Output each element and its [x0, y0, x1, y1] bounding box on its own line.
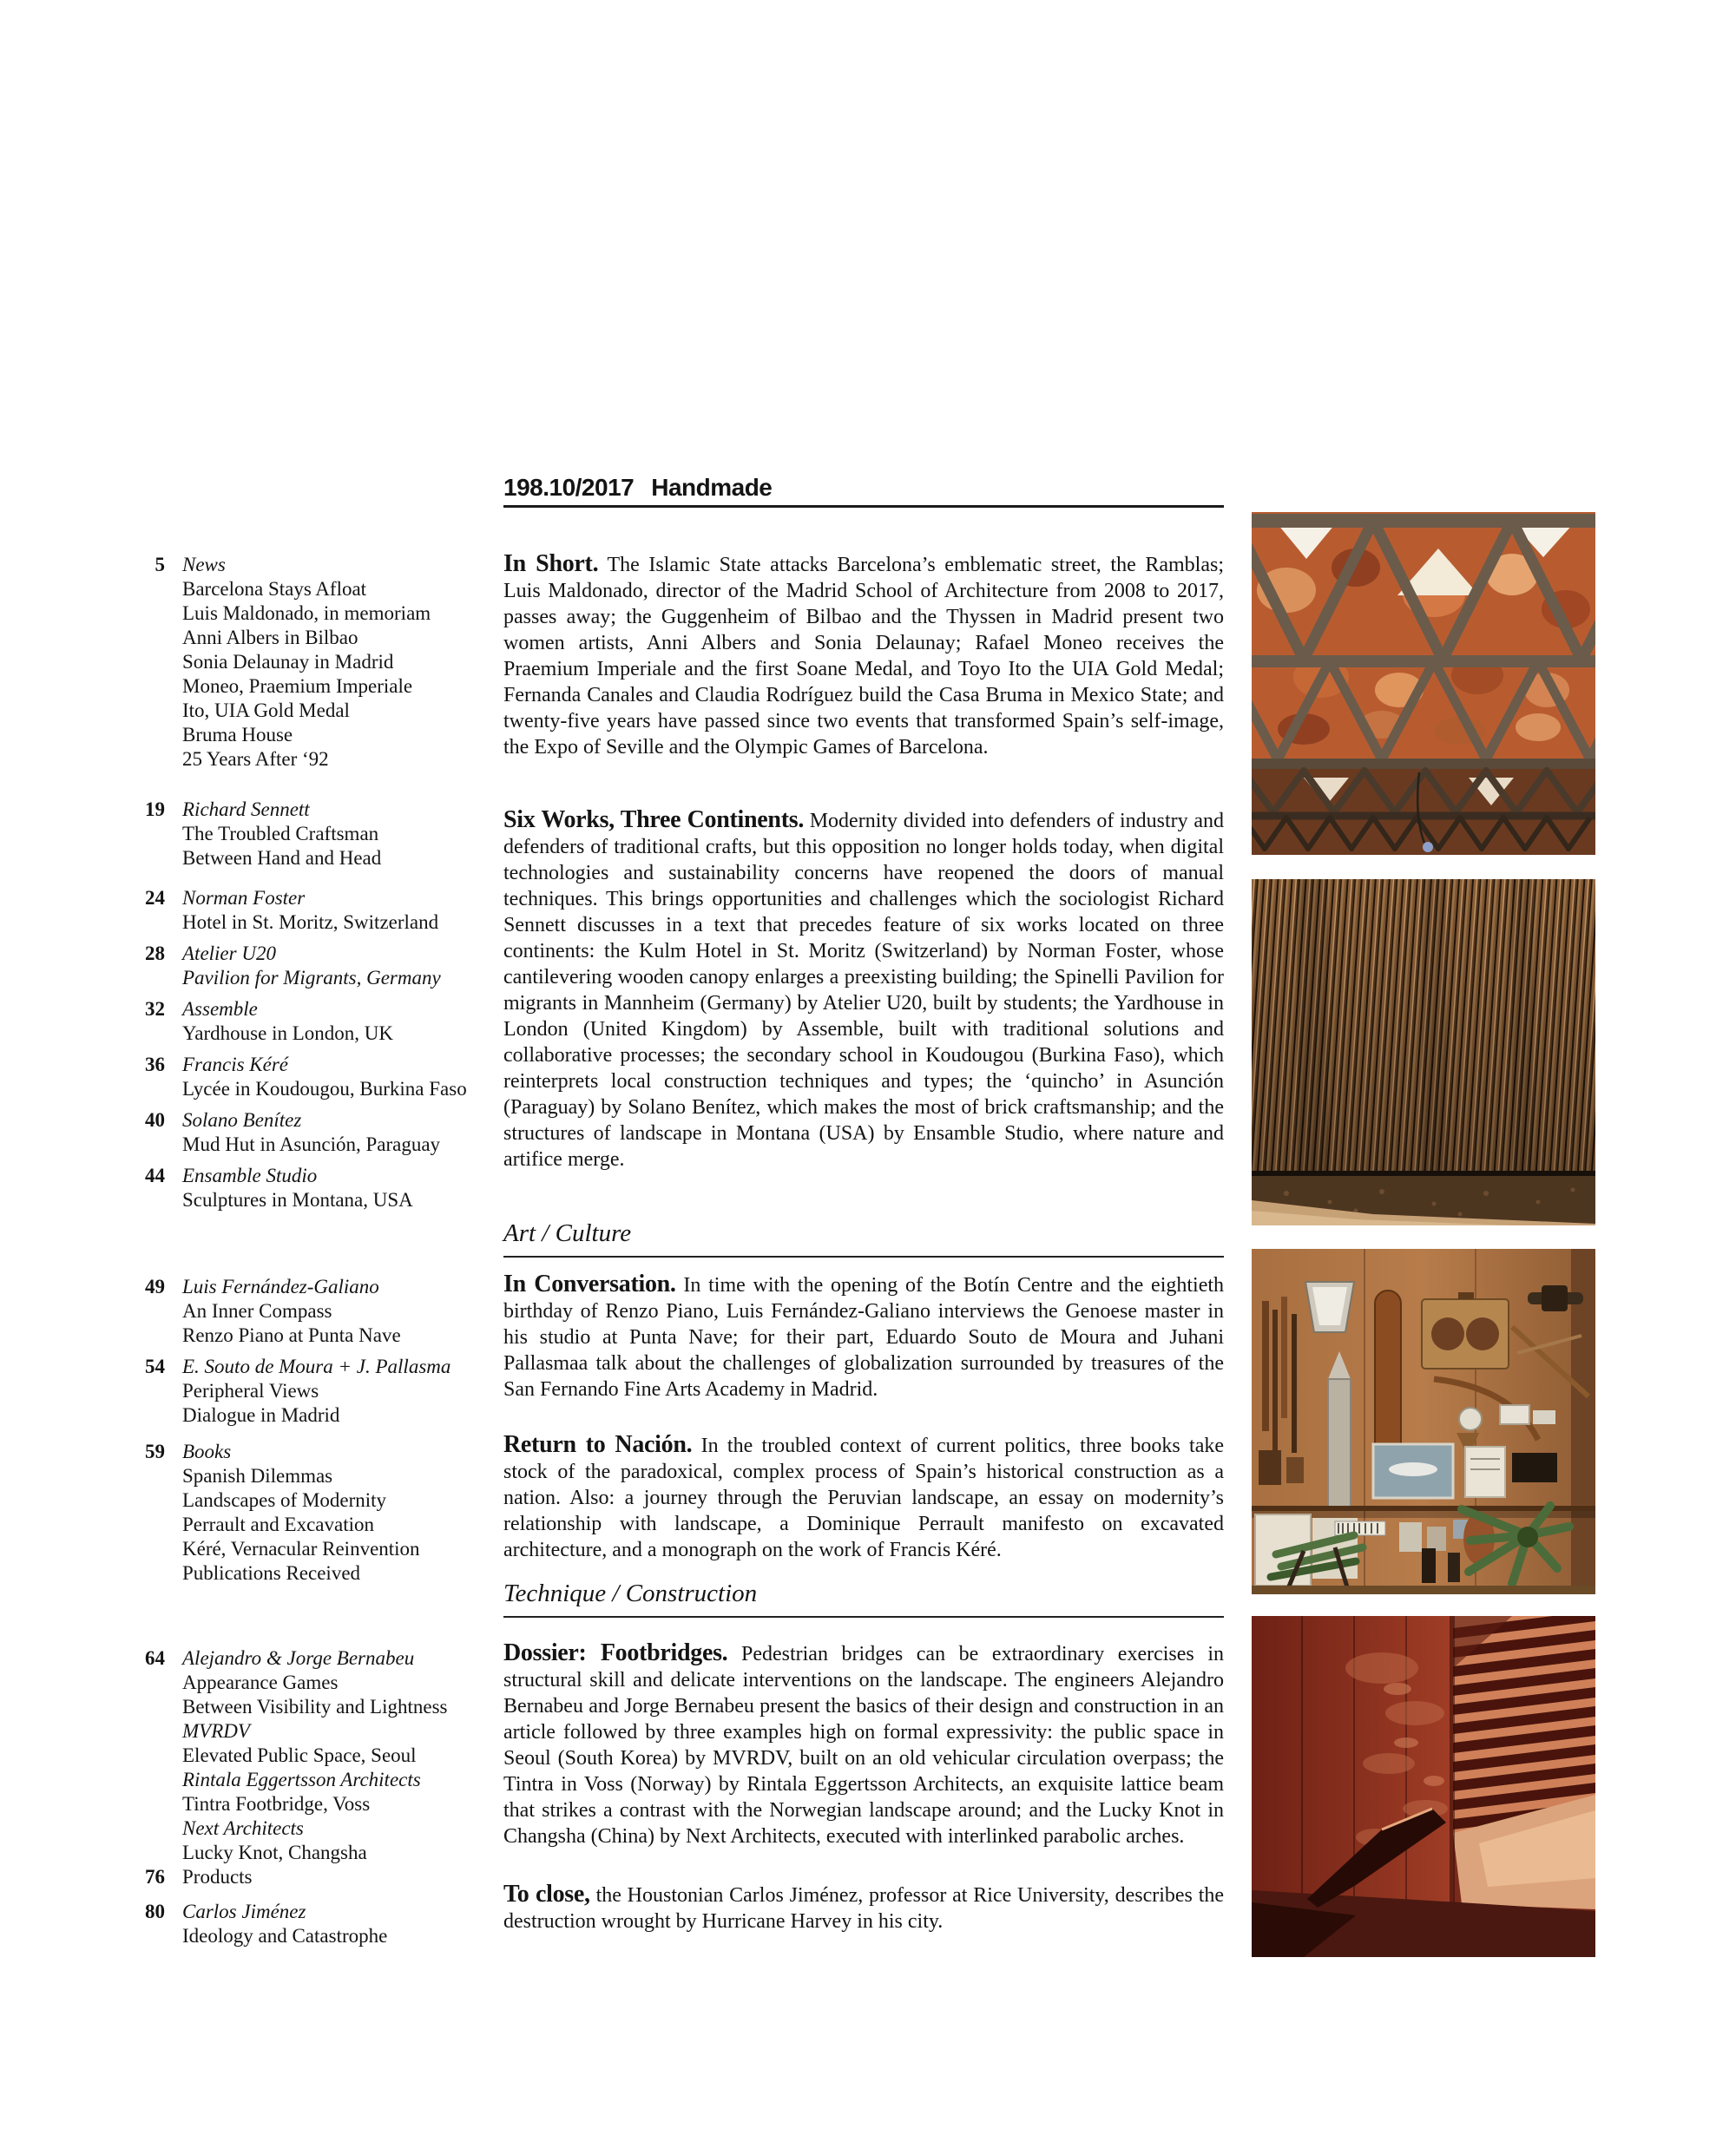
- toc-line: An Inner Compass: [182, 1300, 332, 1322]
- section-heading-art-culture: Art / Culture: [503, 1219, 1224, 1258]
- toc-section-footbridges: [130, 1646, 490, 1865]
- photo-red-louvers: [1252, 1616, 1595, 1957]
- toc-line: MVRDV: [182, 1720, 250, 1742]
- toc-section-products: [130, 1865, 490, 1889]
- summary-text: In the troubled context of current politics, three books take stock of the paradoxical, complex process of Spain’s historical construction as a nation. Also: a journey through the Peruvian landscape, an essay on modernity’s relationship with landscape, a Dominique Perrault manifesto on excavated architecture, and a monograph on the work of Francis Kéré.: [503, 1435, 1225, 1561]
- toc-line: Richard Sennett: [182, 798, 310, 820]
- summary-paragraph-to-close: [503, 1882, 1224, 1935]
- toc-line: Barcelona Stays Afloat: [182, 578, 367, 600]
- toc-line: Norman Foster: [182, 887, 306, 909]
- toc-line: Books: [182, 1441, 232, 1462]
- toc-section-assemble: [130, 997, 490, 1046]
- toc-page-number: 49: [145, 1276, 165, 1297]
- toc-line: News: [182, 554, 226, 575]
- summary-text: the Houstonian Carlos Jiménez, professor at Rice University, describes the destruction wrought by Hurricane Harvey in his city.: [503, 1884, 1225, 1933]
- toc-line: Rintala Eggertsson Architects: [182, 1769, 421, 1790]
- toc-page-number: 19: [145, 798, 165, 820]
- summary-paragraph-in-conversation: [503, 1271, 1224, 1402]
- toc-section-ensamble: [130, 1164, 490, 1212]
- toc-line: Landscapes of Modernity: [182, 1489, 387, 1511]
- summary-text: In time with the opening of the Botín Centre and the eightieth birthday of Renzo Piano, Luis Fernández-Galiano interviews the Genoese master in his studio at Punta Nave; for their part, Eduardo Souto de Moura and Juhani Pallasmaa talk about the challenges of globalization surrounded by treasures of the San Fernando Fine Arts Academy in Madrid.: [503, 1274, 1225, 1401]
- toc-section-atelier-u20: [130, 942, 490, 990]
- summary-lead: In Short.: [503, 550, 599, 577]
- summary-paragraph-six-works: [503, 807, 1224, 1173]
- toc-section-kere: [130, 1053, 490, 1101]
- toc-line: Pavilion for Migrants, Germany: [182, 967, 441, 989]
- toc-line: Tintra Footbridge, Voss: [182, 1793, 371, 1815]
- toc-line: Spanish Dilemmas: [182, 1465, 333, 1487]
- toc-line: Mud Hut in Asunción, Paraguay: [182, 1133, 441, 1155]
- summary-text: Modernity divided into defenders of industry and defenders of traditional crafts, but this opposition no longer holds today, when digital technologies and sustainability concerns have reopened the doors of manual techniques. This brings opportunities and challenges which the sociologist Richard Sennett discusses in a text that precedes feature of six works located on three continents: the Kulm Hotel in St. Moritz (Switzerland) by Norman Foster, whose cantilevering wooden canopy enlarges a preexisting building; the Spinelli Pavilion for migrants in Mannheim (Germany) by Atelier U20, built by students; the Yardhouse in London (United Kingdom) by Assemble, built with traditional solutions and collaborative processes; the secondary school in Koudougou (Burkina Faso), which reinterprets local construction techniques and types; the ‘quincho’ in Asunción (Paraguay) by Solano Benítez, which makes the most of brick craftsmanship; and the structures of landscape in Montana (USA) by Ensamble Studio, where nature and artifice merge.: [503, 810, 1224, 1171]
- toc-section-souto-pallasma: [130, 1355, 490, 1428]
- toc-page-number: 36: [145, 1054, 165, 1075]
- toc-line: Bruma House: [182, 724, 293, 746]
- toc-line: Peripheral Views: [182, 1380, 319, 1402]
- toc-line: Luis Fernández-Galiano: [182, 1276, 379, 1297]
- summary-paragraph-dossier: [503, 1640, 1224, 1849]
- toc-line: Moneo, Praemium Imperiale: [182, 675, 413, 697]
- toc-line: Publications Received: [182, 1562, 361, 1584]
- toc-line: Lycée in Koudougou, Burkina Faso: [182, 1078, 467, 1100]
- toc-page-number: 5: [155, 554, 165, 575]
- toc-line: Perrault and Excavation: [182, 1514, 374, 1535]
- toc-line: Renzo Piano at Punta Nave: [182, 1324, 401, 1346]
- toc-line: Ito, UIA Gold Medal: [182, 700, 350, 721]
- toc-line: Products: [182, 1866, 253, 1888]
- toc-line: Next Architects: [182, 1817, 304, 1839]
- summary-lead: Six Works, Three Continents.: [503, 806, 805, 833]
- toc-section-news: [130, 553, 490, 772]
- toc-line: Solano Benítez: [182, 1109, 302, 1131]
- toc-line: Kéré, Vernacular Reinvention: [182, 1538, 420, 1560]
- photo-stick-wall: [1252, 879, 1595, 1225]
- toc-line: Lucky Knot, Changsha: [182, 1842, 367, 1863]
- toc-page-number: 28: [145, 943, 165, 964]
- section-heading-technique-construction: Technique / Construction: [503, 1580, 1224, 1618]
- toc-line: Hotel in St. Moritz, Switzerland: [182, 911, 439, 933]
- toc-page-number: 64: [145, 1647, 165, 1669]
- toc-line: Atelier U20: [182, 943, 276, 964]
- toc-page-number: 44: [145, 1165, 165, 1186]
- photo-timber-ceiling: [1252, 512, 1595, 855]
- toc-section-benitez: [130, 1108, 490, 1157]
- summary-lead: Return to Nación.: [503, 1431, 693, 1458]
- issue-number: 198.10/2017: [503, 474, 635, 501]
- toc-line: Dialogue in Madrid: [182, 1404, 340, 1426]
- toc-page-number: 24: [145, 887, 165, 909]
- toc-line: Ensamble Studio: [182, 1165, 318, 1186]
- toc-section-books: [130, 1440, 490, 1586]
- toc-line: Ideology and Catastrophe: [182, 1925, 388, 1947]
- toc-line: Sculptures in Montana, USA: [182, 1189, 413, 1211]
- toc-page-number: 32: [145, 998, 165, 1020]
- toc-page-number: 76: [145, 1866, 165, 1888]
- issue-theme: Handmade: [651, 474, 773, 501]
- toc-line: Between Visibility and Lightness: [182, 1696, 448, 1718]
- toc-page-number: 40: [145, 1109, 165, 1131]
- toc-line: Appearance Games: [182, 1672, 339, 1693]
- summary-paragraph-in-short: [503, 551, 1224, 760]
- toc-line: Luis Maldonado, in memoriam: [182, 602, 431, 624]
- table-of-contents: [130, 553, 490, 1948]
- toc-line: Alejandro & Jorge Bernabeu: [182, 1647, 415, 1669]
- toc-line: Sonia Delaunay in Madrid: [182, 651, 394, 673]
- photo-workshop-wall: [1252, 1249, 1595, 1594]
- toc-line: Anni Albers in Bilbao: [182, 627, 358, 648]
- toc-page-number: 59: [145, 1441, 165, 1462]
- toc-line: Francis Kéré: [182, 1054, 289, 1075]
- toc-line: Carlos Jiménez: [182, 1901, 306, 1922]
- summary-text: The Islamic State attacks Barcelona’s emblematic street, the Ramblas; Luis Maldonado, director of the Madrid School of Architecture from 2008 to 2017, passes away; the Guggenheim of Bilbao and the Thyssen in Madrid present two women artists, Anni Albers and Sonia Delaunay; Rafael Moneo receives the Praemium Imperiale and the first Soane Medal, and Toyo Ito the UIA Gold Medal; Fernanda Canales and Claudia Rodríguez build the Casa Bruma in Mexico State; and twenty-five years have passed since two events that transformed Spain’s self-image, the Expo of Seville and the Olympic Games of Barcelona.: [503, 554, 1224, 759]
- summary-text: Pedestrian bridges can be extraordinary exercises in structural skill and delicate interventions on the landscape. The engineers Alejandro Bernabeu and Jorge Bernabeu present the basics of their design and construction in an article followed by three examples high on formal expressivity: the public space in Seoul (South Korea) by MVRDV, built on an old vehicular circulation overpass; the Tintra in Voss (Norway) by Rintala Eggertsson Architects, an exquisite lattice beam that strikes a contrast with the Norwegian landscape around; and the Lucky Knot in Changsha (China) by Next Architects, executed with interlinked parabolic arches.: [503, 1643, 1224, 1848]
- toc-section-jimenez: [130, 1900, 490, 1948]
- summary-lead: Dossier: Footbridges.: [503, 1639, 728, 1666]
- toc-section-foster: [130, 886, 490, 935]
- issue-header: [503, 474, 1224, 508]
- toc-line: The Troubled Craftsman: [182, 823, 379, 844]
- summary-lead: To close,: [503, 1881, 590, 1908]
- toc-section-galiano: [130, 1275, 490, 1348]
- toc-line: 25 Years After ‘92: [182, 748, 329, 770]
- toc-line: Between Hand and Head: [182, 847, 382, 869]
- toc-section-sennett: [130, 798, 490, 870]
- toc-page-number: 54: [145, 1356, 165, 1377]
- toc-line: E. Souto de Moura + J. Pallasma: [182, 1356, 451, 1377]
- toc-line: Yardhouse in London, UK: [182, 1022, 393, 1044]
- toc-line: Elevated Public Space, Seoul: [182, 1744, 417, 1766]
- summary-paragraph-return-to-nacion: [503, 1432, 1224, 1563]
- toc-page-number: 80: [145, 1901, 165, 1922]
- summary-lead: In Conversation.: [503, 1271, 676, 1297]
- toc-line: Assemble: [182, 998, 258, 1020]
